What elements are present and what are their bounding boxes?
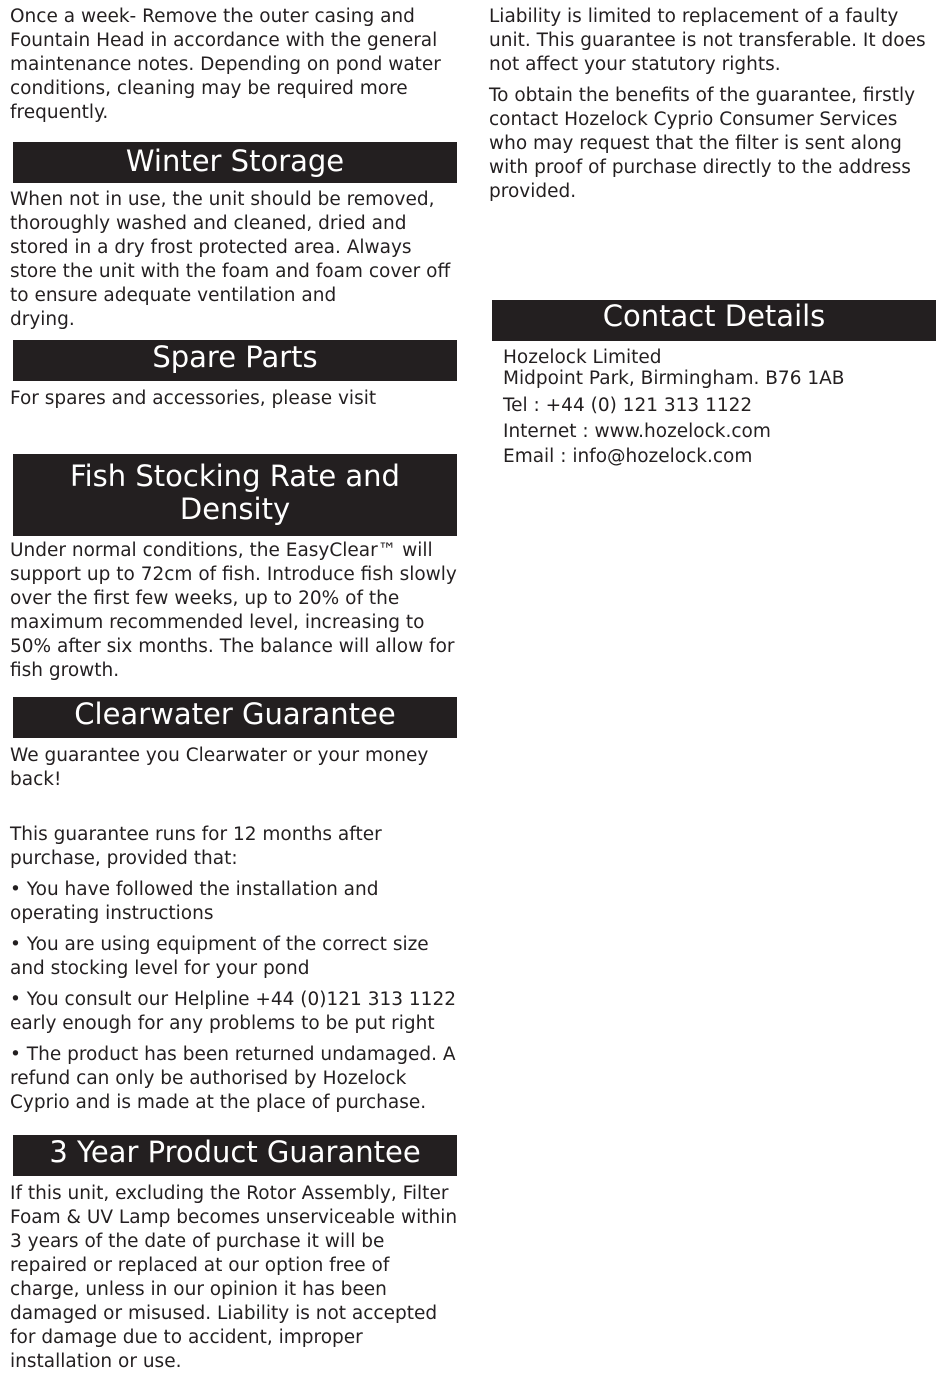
clearwater-condition-item: • You consult our Helpline +44 (0)121 313 1122 early enough for any problems to be put right — [10, 989, 456, 1034]
guarantee-claim-text: To obtain the benefits of the guarantee, firstly contact Hozelock Cyprio Consumer Services who may request that the filter is sent along with proof of purchase directly to the address provided. — [489, 85, 916, 202]
product-guarantee-text: If this unit, excluding the Rotor Assembly, Filter Foam & UV Lamp becomes unserviceable within 3 years of the date of purchase it will be repaired or replaced at our option free of charge, unless in our opinion it has been damaged or misused. Liability is not accepted for damage due to accident, improper installation or use. — [10, 1183, 458, 1372]
company-name: Hozelock Limited — [503, 347, 662, 368]
contact-telephone: Tel : +44 (0) 121 313 1122 — [503, 395, 753, 416]
fish-stocking-heading: Fish Stocking Rate and Density — [13, 454, 457, 536]
contact-website[interactable]: Internet : www.hozelock.com — [503, 420, 771, 442]
contact-address-block — [503, 347, 939, 470]
left-column — [10, 0, 462, 1374]
intro-text: Once a week- Remove the outer casing and Fountain Head in accordance with the general maintenance notes. Depending on pond water conditions, cleaning may be required more frequently. — [10, 6, 441, 123]
clearwater-conditions-text: This guarantee runs for 12 months after purchase, provided that: — [10, 824, 382, 869]
fish-stocking-text: Under normal conditions, the EasyClear™ will support up to 72cm of fish. Introduce fish slowly over the first few weeks, up to 20% of the maximum recommended level, increasing to 50% after six months. The balance will allow for fish growth. — [10, 540, 457, 681]
product-guarantee-heading: 3 Year Product Guarantee — [13, 1135, 457, 1176]
contact-details-heading: Contact Details — [492, 300, 936, 341]
liability-text: Liability is limited to replacement of a faulty unit. This guarantee is not transferable. It does not affect your statutory rights. — [489, 6, 926, 75]
clearwater-condition-item: • You have followed the installation and operating instructions — [10, 879, 379, 924]
spare-parts-text: For spares and accessories, please visit — [10, 388, 377, 409]
winter-storage-text: When not in use, the unit should be removed, thoroughly washed and cleaned, dried and stored in a dry frost protected area. Always store the unit with the foam and foam cover off to ensure adequate ventilation and drying. — [10, 189, 451, 330]
contact-email[interactable]: Email : info@hozelock.com — [503, 446, 753, 467]
clearwater-intro-text: We guarantee you Clearwater or your money back! — [10, 745, 429, 790]
winter-storage-heading: Winter Storage — [13, 142, 457, 183]
clearwater-guarantee-heading: Clearwater Guarantee — [13, 697, 457, 738]
spare-parts-heading: Spare Parts — [13, 340, 457, 381]
clearwater-condition-item: • The product has been returned undamaged. A refund can only be authorised by Hozelock Cyprio and is made at the place of purchase. — [10, 1044, 456, 1113]
company-address: Midpoint Park, Birmingham. B76 1AB — [503, 368, 845, 389]
right-column — [489, 0, 939, 470]
clearwater-condition-item: • You are using equipment of the correct size and stocking level for your pond — [10, 934, 429, 979]
